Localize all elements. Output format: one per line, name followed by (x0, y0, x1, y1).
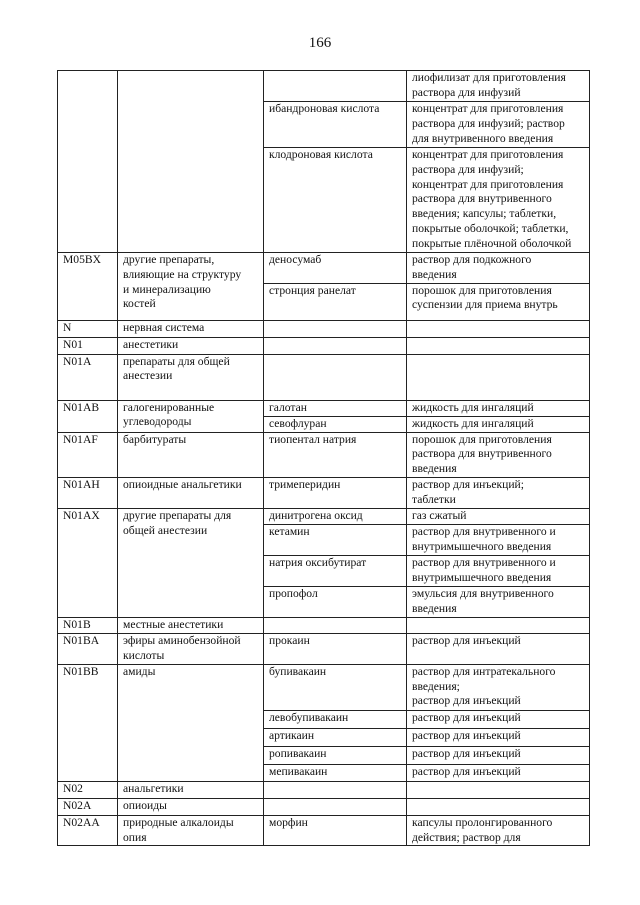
dosage-form-cell: эмульсия для внутривенного введения (407, 586, 590, 617)
dosage-form-cell: жидкость для ингаляций (407, 400, 590, 416)
table-row (58, 617, 590, 633)
substance-cell (264, 354, 407, 400)
drug-table (57, 70, 590, 846)
dosage-form-cell (407, 617, 590, 633)
anatomical-group-cell: эфиры аминобензойной кислоты (118, 633, 264, 664)
substance-cell (264, 781, 407, 798)
table-row (58, 253, 590, 284)
dosage-form-cell: концентрат для приготовления раствора для инфузий; раствор для внутривенного введения (407, 102, 590, 148)
substance-cell: натрия оксибутират (264, 555, 407, 586)
anatomical-group-cell: другие препараты, влияющие на структуру и минерализацию костей (118, 253, 264, 321)
dosage-form-cell (407, 798, 590, 815)
table-row (58, 337, 590, 354)
dosage-form-cell: раствор для инъекций (407, 710, 590, 728)
table-row (58, 815, 590, 846)
substance-cell: прокаин (264, 633, 407, 664)
substance-cell: левобупивакаин (264, 710, 407, 728)
atc-code-cell: N01BA (58, 633, 118, 664)
dosage-form-cell: порошок для приготовления раствора для внутривенного введения (407, 432, 590, 477)
atc-code-cell (58, 71, 118, 253)
dosage-form-cell: раствор для интратекального введения; раствор для инъекций (407, 664, 590, 710)
substance-cell: артикаин (264, 728, 407, 746)
substance-cell: мепивакаин (264, 764, 407, 781)
anatomical-group-cell: местные анестетики (118, 617, 264, 633)
atc-code-cell: N02A (58, 798, 118, 815)
substance-cell: галотан (264, 400, 407, 416)
table-row (58, 781, 590, 798)
atc-code-cell: N01AB (58, 400, 118, 432)
atc-code-cell: N01AX (58, 508, 118, 617)
substance-cell: севофлуран (264, 416, 407, 432)
substance-cell: клодроновая кислота (264, 148, 407, 253)
table-row (58, 320, 590, 337)
dosage-form-cell: раствор для инъекций (407, 746, 590, 764)
substance-cell: деносумаб (264, 253, 407, 284)
table-row (58, 633, 590, 664)
substance-cell: ропивакаин (264, 746, 407, 764)
dosage-form-cell: раствор для внутривенного и внутримышечного введения (407, 555, 590, 586)
anatomical-group-cell: опиоидные анальгетики (118, 477, 264, 508)
dosage-form-cell: капсулы пролонгированного действия; раствор для (407, 815, 590, 846)
dosage-form-cell: концентрат для приготовления раствора для инфузий; концентрат для приготовления раствора для внутривенного введения; капсулы; таблетки, покрытые оболочкой; таблетки, покрытые плёночной оболочкой (407, 148, 590, 253)
dosage-form-cell: раствор для инъекций; таблетки (407, 477, 590, 508)
anatomical-group-cell: галогенированные углеводороды (118, 400, 264, 432)
anatomical-group-cell: анестетики (118, 337, 264, 354)
substance-cell: ибандроновая кислота (264, 102, 407, 148)
substance-cell (264, 617, 407, 633)
table-row (58, 664, 590, 710)
table-row (58, 508, 590, 524)
substance-cell: стронция ранелат (264, 283, 407, 320)
atc-code-cell: N02 (58, 781, 118, 798)
anatomical-group-cell: амиды (118, 664, 264, 781)
anatomical-group-cell: препараты для общей анестезии (118, 354, 264, 400)
atc-code-cell: N02AA (58, 815, 118, 846)
anatomical-group-cell: другие препараты для общей анестезии (118, 508, 264, 617)
dosage-form-cell: раствор для инъекций (407, 728, 590, 746)
substance-cell (264, 71, 407, 102)
dosage-form-cell: лиофилизат для приготовления раствора для инфузий (407, 71, 590, 102)
anatomical-group-cell: опиоиды (118, 798, 264, 815)
atc-code-cell: M05BX (58, 253, 118, 321)
anatomical-group-cell: барбитураты (118, 432, 264, 477)
atc-code-cell: N01A (58, 354, 118, 400)
dosage-form-cell: раствор для внутривенного и внутримышечного введения (407, 524, 590, 555)
table-row (58, 400, 590, 416)
substance-cell (264, 320, 407, 337)
atc-code-cell: N (58, 320, 118, 337)
table-row (58, 798, 590, 815)
anatomical-group-cell (118, 71, 264, 253)
anatomical-group-cell: анальгетики (118, 781, 264, 798)
dosage-form-cell: порошок для приготовления суспензии для приема внутрь (407, 283, 590, 320)
substance-cell (264, 798, 407, 815)
page-number: 166 (308, 35, 332, 51)
dosage-form-cell (407, 320, 590, 337)
dosage-form-cell: раствор для инъекций (407, 633, 590, 664)
atc-code-cell: N01AH (58, 477, 118, 508)
atc-code-cell: N01 (58, 337, 118, 354)
substance-cell: пропофол (264, 586, 407, 617)
anatomical-group-cell: природные алкалоиды опия (118, 815, 264, 846)
dosage-form-cell: газ сжатый (407, 508, 590, 524)
dosage-form-cell: жидкость для ингаляций (407, 416, 590, 432)
dosage-form-cell: раствор для подкожного введения (407, 253, 590, 284)
dosage-form-cell (407, 781, 590, 798)
atc-code-cell: N01B (58, 617, 118, 633)
table-row (58, 432, 590, 477)
dosage-form-cell (407, 354, 590, 400)
table-row (58, 71, 590, 102)
substance-cell: кетамин (264, 524, 407, 555)
anatomical-group-cell: нервная система (118, 320, 264, 337)
atc-code-cell: N01BB (58, 664, 118, 781)
substance-cell: морфин (264, 815, 407, 846)
substance-cell: динитрогена оксид (264, 508, 407, 524)
dosage-form-cell (407, 337, 590, 354)
atc-code-cell: N01AF (58, 432, 118, 477)
dosage-form-cell: раствор для инъекций (407, 764, 590, 781)
substance-cell (264, 337, 407, 354)
substance-cell: тиопентал натрия (264, 432, 407, 477)
substance-cell: бупивакаин (264, 664, 407, 710)
table-row (58, 354, 590, 400)
substance-cell: тримеперидин (264, 477, 407, 508)
table-row (58, 477, 590, 508)
